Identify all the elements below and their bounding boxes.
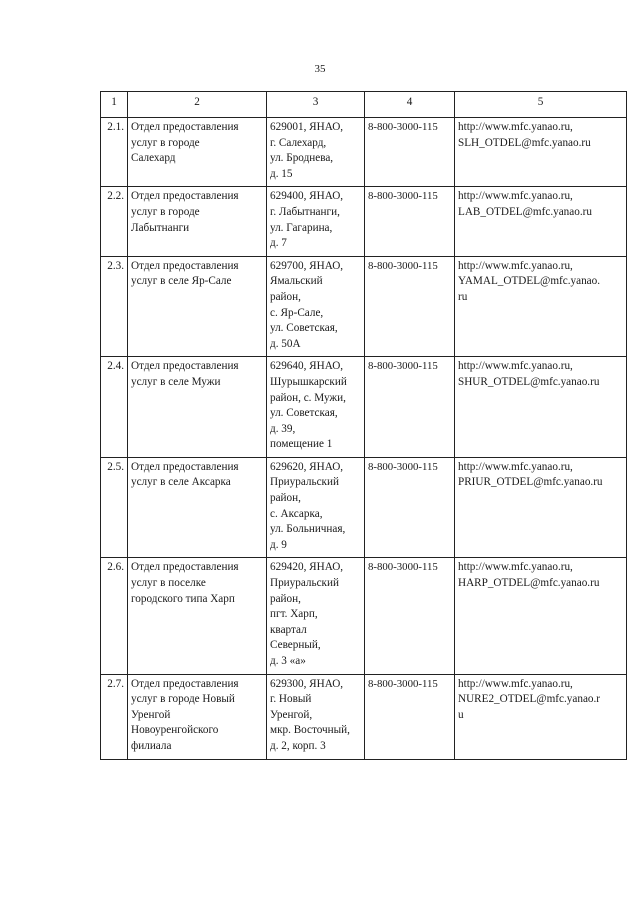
header-cell: 2	[128, 92, 267, 118]
header-cell: 3	[267, 92, 365, 118]
office-address: 629700, ЯНАО, Ямальский район, с. Яр-Сале, ул. Советская, д. 50А	[267, 256, 365, 357]
row-number: 2.6.	[101, 558, 128, 674]
office-address: 629400, ЯНАО, г. Лабытнанги, ул. Гагарина, д. 7	[267, 187, 365, 256]
header-cell: 1	[101, 92, 128, 118]
office-contacts: http://www.mfc.yanao.ru, SLH_OTDEL@mfc.yanao.ru	[455, 118, 627, 187]
table-row	[101, 457, 627, 558]
table-row	[101, 674, 627, 759]
office-address: 629640, ЯНАО, Шурышкарский район, с. Мужи, ул. Советская, д. 39, помещение 1	[267, 357, 365, 458]
office-address: 629620, ЯНАО, Приуральский район, с. Аксарка, ул. Больничная, д. 9	[267, 457, 365, 558]
table-row	[101, 357, 627, 458]
page-number: 35	[314, 63, 326, 75]
office-name: Отдел предоставления услуг в селе Мужи	[128, 357, 267, 458]
office-phone: 8-800-3000-115	[365, 187, 455, 256]
table-row	[101, 256, 627, 357]
header-cell: 5	[455, 92, 627, 118]
row-number: 2.4.	[101, 357, 128, 458]
table-row	[101, 118, 627, 187]
office-contacts: http://www.mfc.yanao.ru, HARP_OTDEL@mfc.yanao.ru	[455, 558, 627, 674]
row-number: 2.1.	[101, 118, 128, 187]
office-contacts: http://www.mfc.yanao.ru, YAMAL_OTDEL@mfc.yanao. ru	[455, 256, 627, 357]
office-phone: 8-800-3000-115	[365, 457, 455, 558]
row-number: 2.2.	[101, 187, 128, 256]
office-address: 629001, ЯНАО, г. Салехард, ул. Броднева, д. 15	[267, 118, 365, 187]
row-number: 2.5.	[101, 457, 128, 558]
office-name: Отдел предоставления услуг в селе Аксарка	[128, 457, 267, 558]
office-phone: 8-800-3000-115	[365, 118, 455, 187]
office-contacts: http://www.mfc.yanao.ru, LAB_OTDEL@mfc.yanao.ru	[455, 187, 627, 256]
office-contacts: http://www.mfc.yanao.ru, PRIUR_OTDEL@mfc.yanao.ru	[455, 457, 627, 558]
office-address: 629300, ЯНАО, г. Новый Уренгой, мкр. Восточный, д. 2, корп. 3	[267, 674, 365, 759]
header-cell: 4	[365, 92, 455, 118]
table-row	[101, 558, 627, 674]
office-phone: 8-800-3000-115	[365, 674, 455, 759]
office-contacts: http://www.mfc.yanao.ru, NURE2_OTDEL@mfc.yanao.r u	[455, 674, 627, 759]
office-name: Отдел предоставления услуг в городе Салехард	[128, 118, 267, 187]
office-phone: 8-800-3000-115	[365, 256, 455, 357]
office-contacts: http://www.mfc.yanao.ru, SHUR_OTDEL@mfc.yanao.ru	[455, 357, 627, 458]
office-name: Отдел предоставления услуг в поселке городского типа Харп	[128, 558, 267, 674]
services-table	[100, 91, 627, 760]
office-name: Отдел предоставления услуг в селе Яр-Сале	[128, 256, 267, 357]
office-name: Отдел предоставления услуг в городе Лабытнанги	[128, 187, 267, 256]
table-row	[101, 187, 627, 256]
row-number: 2.3.	[101, 256, 128, 357]
office-phone: 8-800-3000-115	[365, 558, 455, 674]
row-number: 2.7.	[101, 674, 128, 759]
office-phone: 8-800-3000-115	[365, 357, 455, 458]
office-name: Отдел предоставления услуг в городе Новый Уренгой Новоуренгойского филиала	[128, 674, 267, 759]
office-address: 629420, ЯНАО, Приуральский район, пгт. Харп, квартал Северный, д. 3 «а»	[267, 558, 365, 674]
header-row	[101, 92, 627, 118]
